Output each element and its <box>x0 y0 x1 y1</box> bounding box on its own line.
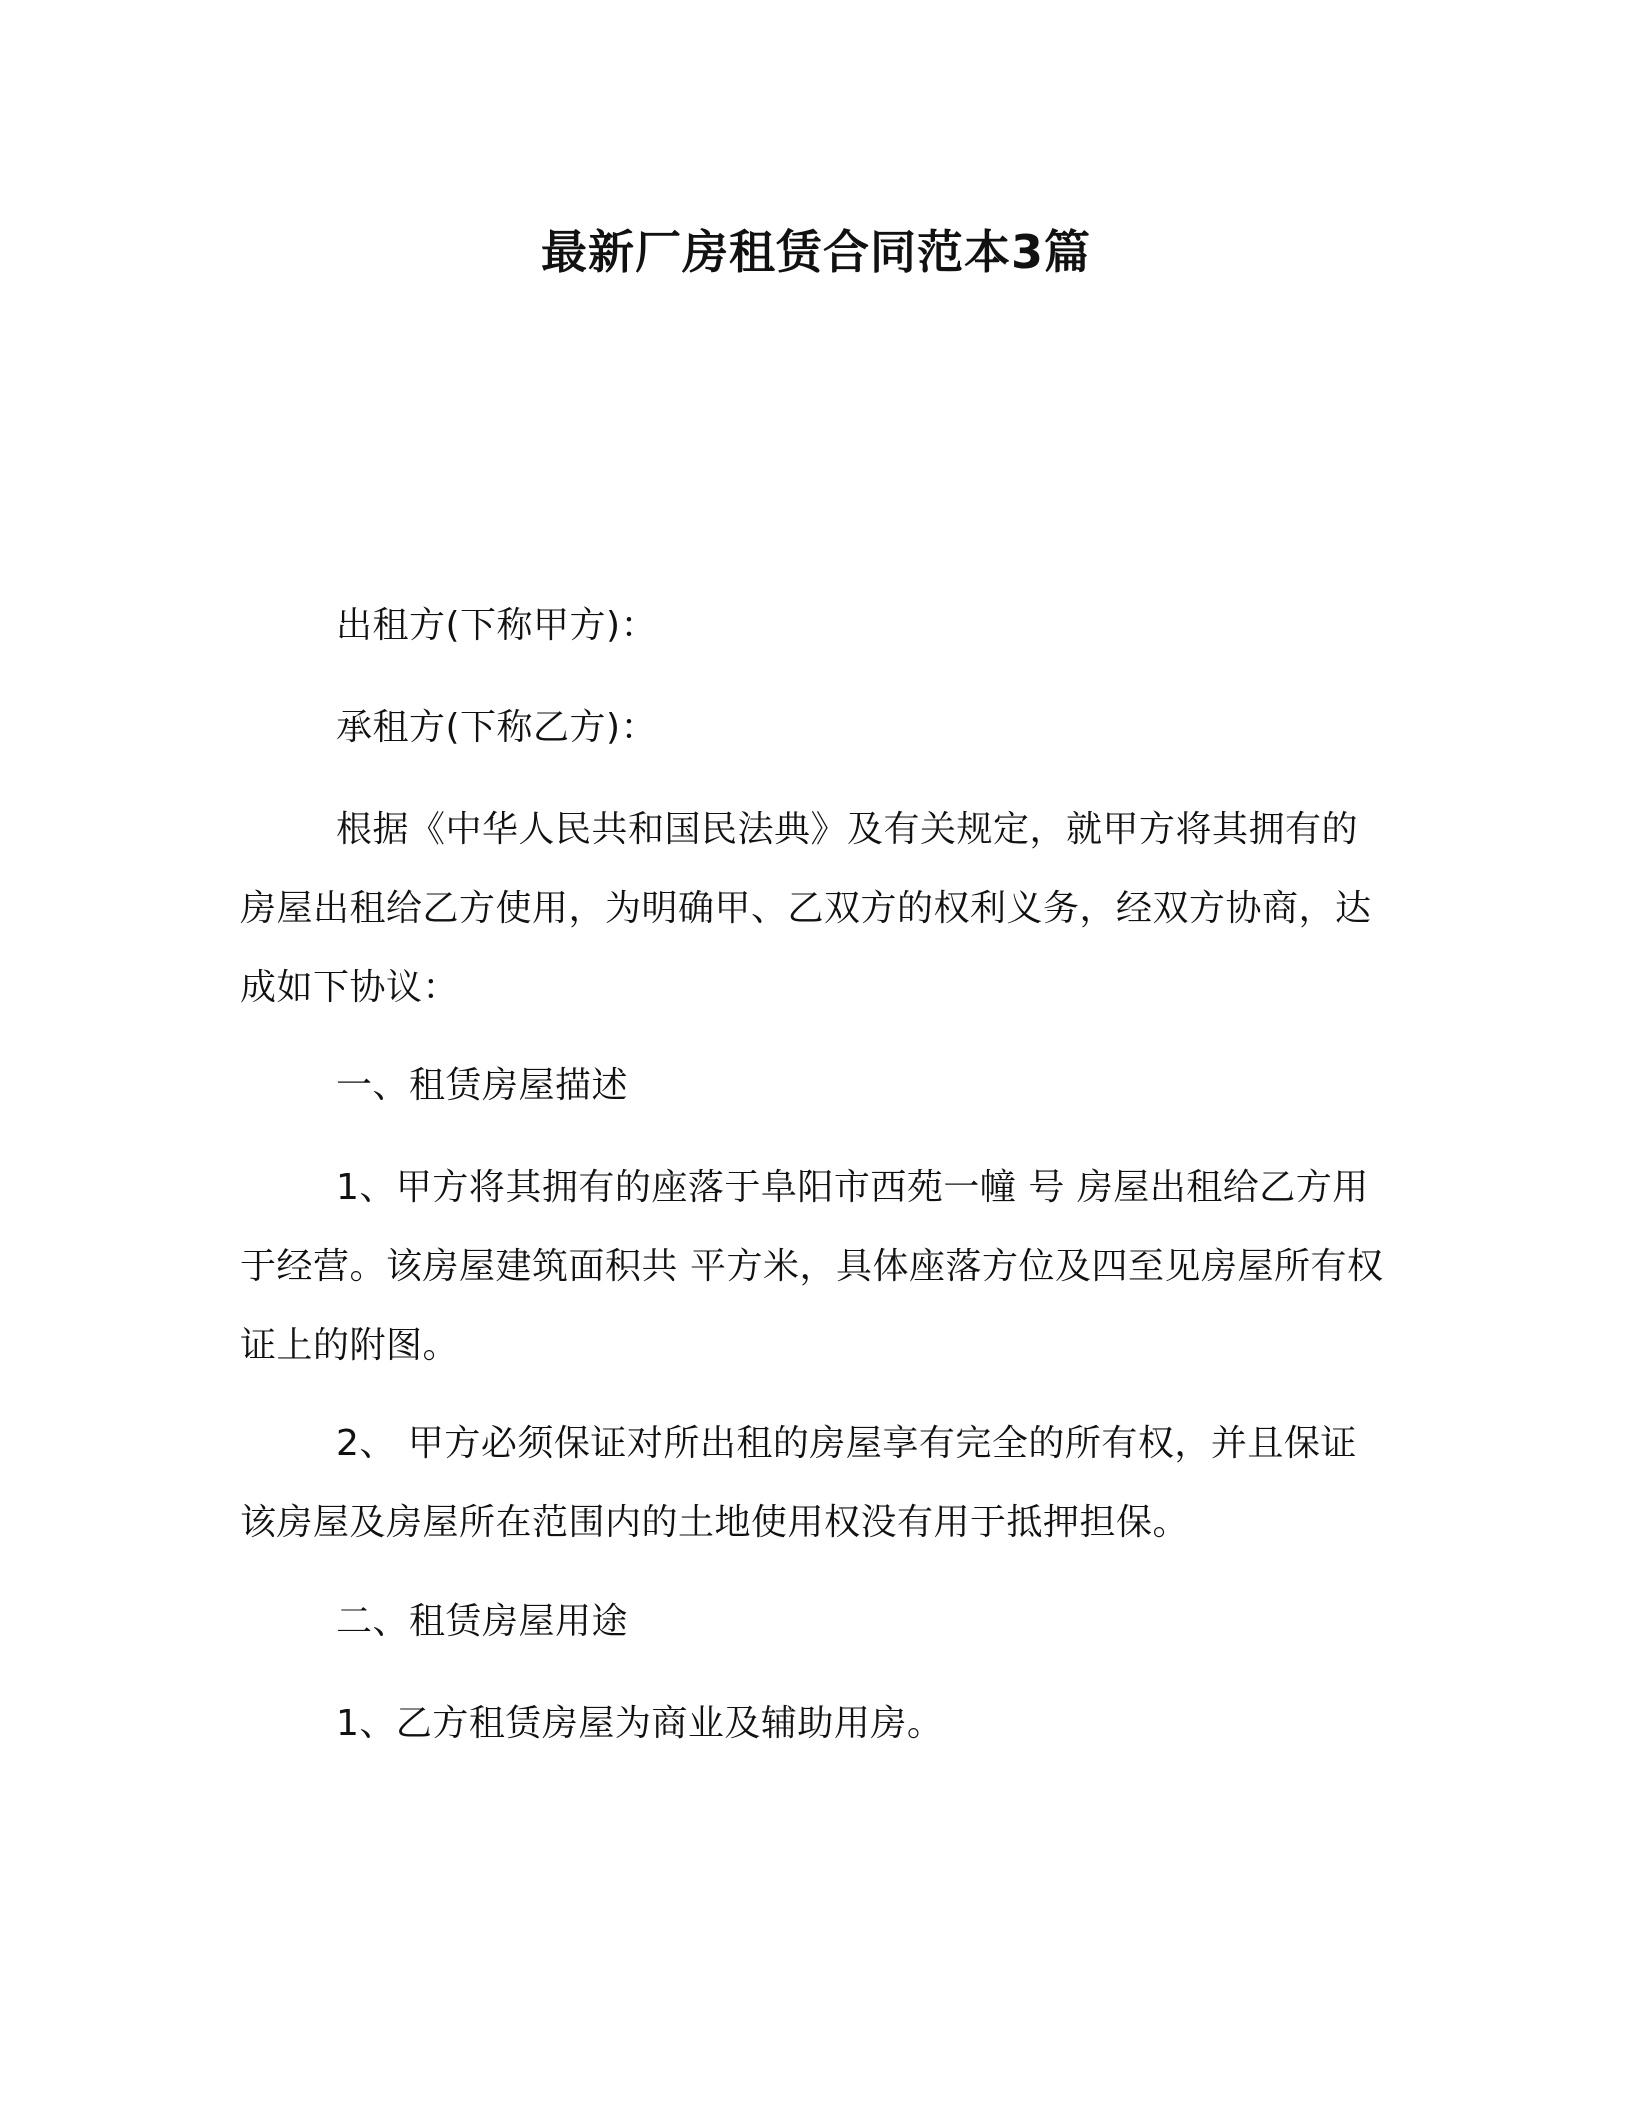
section-heading-1: 一、租赁房屋描述 <box>336 1065 629 1106</box>
section-1-item-2: 2、 甲方必须保证对所出租的房屋享有完全的所有权，并且保证该房屋及房屋所在范围内的土地使用权没有用于抵押担保。 <box>240 1423 1357 1543</box>
section-2-item-1: 1、乙方租赁房屋为商业及辅助用房。 <box>336 1703 944 1744</box>
basis-paragraph: 根据《中华人民共和国民法典》及有关规定，就甲方将其拥有的房屋出租给乙方使用，为明确甲、乙双方的权利义务，经双方协商，达成如下协议： <box>240 809 1372 1008</box>
document-title: 最新厂房租赁合同范本3篇 <box>540 225 1091 279</box>
section-heading-2: 二、租赁房屋用途 <box>336 1601 629 1642</box>
lessor-line: 出租方(下称甲方)： <box>336 605 658 646</box>
lessee-line: 承租方(下称乙方)： <box>336 707 658 748</box>
section-1-item-1: 1、甲方将其拥有的座落于阜阳市西苑一幢 号 房屋出租给乙方用于经营。该房屋建筑面积共 平方米，具体座落方位及四至见房屋所有权证上的附图。 <box>240 1167 1384 1366</box>
